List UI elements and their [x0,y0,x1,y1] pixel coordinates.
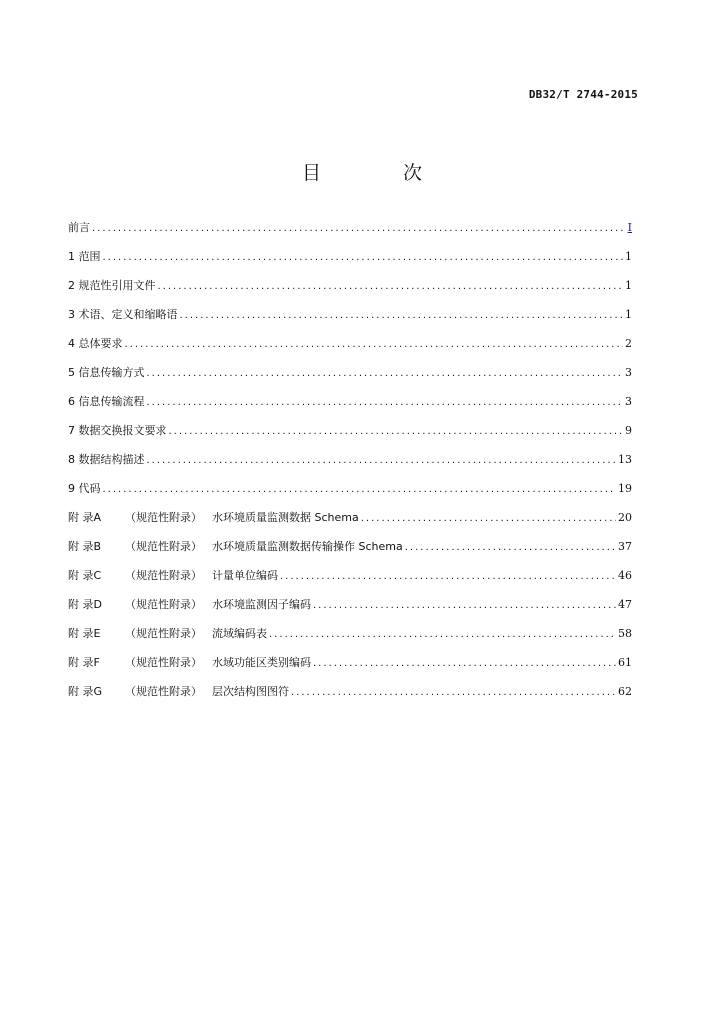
toc-page-link[interactable]: I [627,221,632,234]
toc-page-number: 62 [618,685,632,698]
annex-title: 水环境监测因子编码 [212,598,311,611]
toc-entry-transmission-process[interactable] [68,394,632,423]
toc-entry-label [68,626,267,642]
annex-title: 水环境质量监测数据传输操作 Schema [212,540,403,553]
toc-entry-codes[interactable] [68,481,632,510]
toc-entry-label: 9 代码 [68,482,101,495]
toc-entry-label: 4 总体要求 [68,337,123,350]
toc-entry-transmission-mode[interactable] [68,365,632,394]
leader-dots [92,221,626,237]
toc-entry-scope[interactable] [68,249,632,278]
annex-prefix: 附 录G [68,685,103,698]
toc-entry-annex-a[interactable] [68,510,632,539]
toc-page-number: 1 [625,308,632,321]
leader-dots [280,569,616,585]
toc-entry-annex-d[interactable] [68,597,632,626]
annex-title: 水域功能区类别编码 [212,656,311,669]
toc-page-number: 1 [625,279,632,292]
leader-dots [291,685,616,701]
annex-prefix: 附 录A [68,511,102,524]
toc-page-number: 37 [618,540,632,553]
toc-entry-label [68,655,311,671]
toc-entry-label: 3 术语、定义和缩略语 [68,308,178,321]
annex-tag: （规范性附录） [125,627,202,640]
annex-tag: （规范性附录） [125,685,202,698]
annex-tag: （规范性附录） [125,598,202,611]
toc-entry-label [68,510,359,526]
toc-entry-data-structure[interactable] [68,452,632,481]
leader-dots [361,511,616,527]
toc-entry-annex-g[interactable] [68,684,632,713]
leader-dots [313,598,616,614]
leader-dots [169,424,624,440]
toc-page-number: 1 [625,250,632,263]
leader-dots [147,453,617,469]
toc-entry-annex-f[interactable] [68,655,632,684]
toc-page-number: 20 [618,511,632,524]
annex-prefix: 附 录F [68,656,100,669]
toc-entry-label [68,539,403,555]
toc-entry-annex-b[interactable] [68,539,632,568]
toc-page-number: 58 [618,627,632,640]
toc-entry-label: 2 规范性引用文件 [68,279,156,292]
leader-dots [269,627,616,643]
annex-title: 计量单位编码 [212,569,278,582]
toc-entry-label: 5 信息传输方式 [68,366,145,379]
annex-prefix: 附 录D [68,598,102,611]
toc-page-number: 3 [625,395,632,408]
toc-entry-label [68,597,311,613]
annex-tag: （规范性附录） [125,511,202,524]
leader-dots [158,279,624,295]
leader-dots [405,540,616,556]
toc-entry-annex-e[interactable] [68,626,632,655]
toc-entry-label [68,684,289,700]
toc-entry-label: 6 信息传输流程 [68,395,145,408]
leader-dots [103,250,624,266]
toc-entry-label: 1 范围 [68,250,101,263]
annex-prefix: 附 录E [68,627,101,640]
page-title: 目 次 [301,162,461,184]
toc-entry-label [68,568,278,584]
leader-dots [103,482,617,498]
annex-title: 层次结构图图符 [212,685,289,698]
toc-entry-message-requirements[interactable] [68,423,632,452]
leader-dots [180,308,624,324]
leader-dots [313,656,616,672]
toc-entry-terms[interactable] [68,307,632,336]
annex-tag: （规范性附录） [125,656,202,669]
annex-title: 水环境质量监测数据 Schema [212,511,359,524]
leader-dots [125,337,624,353]
toc-entry-normative-references[interactable] [68,278,632,307]
toc-entry-general-requirements[interactable] [68,336,632,365]
leader-dots [147,366,624,382]
toc-page-number: 46 [618,569,632,582]
annex-prefix: 附 录C [68,569,102,582]
leader-dots [147,395,624,411]
annex-title: 流域编码表 [212,627,267,640]
document-code: DB32/T 2744-2015 [528,88,638,101]
toc-entry-label: 前言 [68,221,90,234]
toc-page-number: 3 [625,366,632,379]
annex-tag: （规范性附录） [125,569,202,582]
toc-entry-foreword[interactable] [68,220,632,249]
table-of-contents [68,220,632,713]
toc-page-number: 61 [618,656,632,669]
toc-entry-label: 7 数据交换报文要求 [68,424,167,437]
toc-page-number: 47 [618,598,632,611]
annex-prefix: 附 录B [68,540,102,553]
toc-page-number: 9 [625,424,632,437]
toc-entry-label: 8 数据结构描述 [68,453,145,466]
toc-page-number: 2 [625,337,632,350]
toc-entry-annex-c[interactable] [68,568,632,597]
annex-tag: （规范性附录） [125,540,202,553]
toc-page-number: 19 [618,482,632,495]
toc-page-number: 13 [618,453,632,466]
